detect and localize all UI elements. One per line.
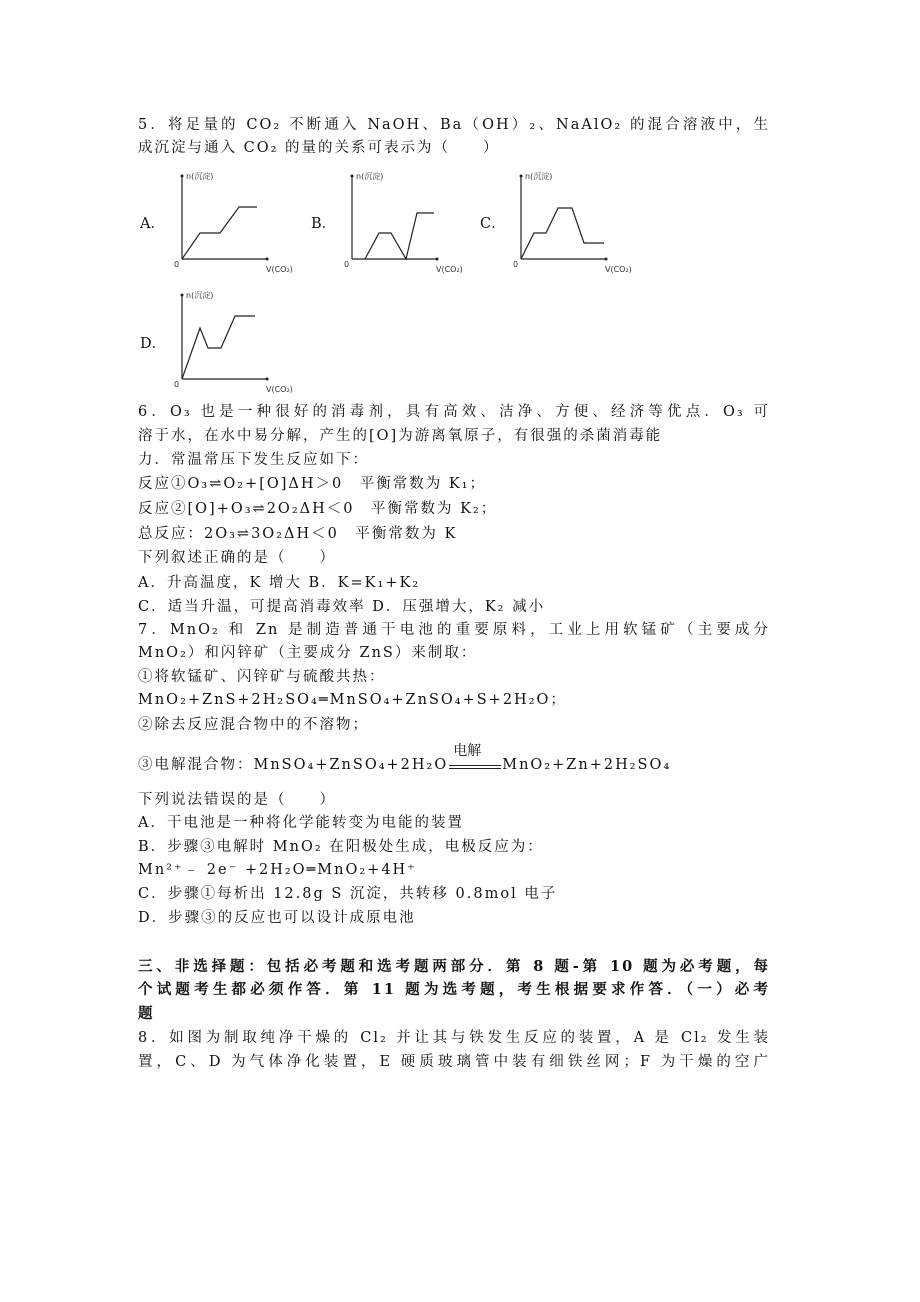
- q8-line-1: 8．如图为制取纯净干燥的 Cl₂ 并让其与铁发生反应的装置，A 是 Cl₂ 发生装: [138, 1030, 770, 1046]
- electrolysis-arrow: [449, 743, 501, 776]
- q6-line-1: 6．O₃ 也是一种很好的消毒剂，具有高效、洁净、方便、经济等优点．O₃ 可: [138, 404, 770, 420]
- q7-option-c: C．步骤①每析出 12.8g S 沉淀，共转移 0.8mol 电子: [138, 886, 558, 902]
- q5-option-a-label: A．: [140, 216, 165, 232]
- q5-option-d-label: D．: [140, 336, 167, 352]
- q6-total-reaction: 总反应：2O₃⇌3O₂ΔH＜0 平衡常数为 K: [138, 526, 458, 542]
- q6-line-2: 溶于水，在水中易分解，产生的[O]为游离氧原子，有很强的杀菌消毒能: [138, 428, 663, 444]
- x-axis-label: V(CO₂): [266, 265, 293, 274]
- origin-label: 0: [344, 260, 350, 269]
- q6-options-ab: A．升高温度，K 增大 B．K=K₁+K₂: [138, 575, 421, 591]
- curve-d: [182, 316, 255, 379]
- q6-reaction-1: 反应①O₃⇌O₂+[O]ΔH＞0 平衡常数为 K₁；: [138, 476, 486, 492]
- q5-option-b-label: B．: [311, 216, 337, 232]
- q6-question: 下列叙述正确的是（ ）: [138, 550, 336, 566]
- step-3-reactants: ③电解混合物：MnSO₄+ZnSO₄+2H₂O: [138, 757, 449, 773]
- q6-reaction-2: 反应②[O]+O₃⇌2O₂ΔH＜0 平衡常数为 K₂；: [138, 501, 498, 517]
- q5-line-1: 5．将足量的 CO₂ 不断通入 NaOH、Ba（OH）₂、NaAlO₂ 的混合溶液中，生: [138, 117, 770, 133]
- q5-graph-c: [501, 159, 631, 279]
- curve-a: [182, 207, 257, 259]
- section-3-heading-2: 个试题考生都必须作答．第 11 题为选考题，考生根据要求作答．（一）必考: [138, 981, 770, 998]
- q6-options-cd: C．适当升温，可提高消毒效率 D．压强增大，K₂ 减小: [138, 599, 546, 615]
- curve-c: [521, 208, 604, 259]
- origin-label: 0: [513, 260, 519, 269]
- y-axis-label: n(沉淀): [186, 291, 214, 300]
- q5-graph-d: [162, 279, 292, 399]
- curve-b: [365, 213, 434, 259]
- x-axis-label: V(CO₂): [266, 385, 293, 394]
- q7-option-d: D．步骤③的反应也可以设计成原电池: [138, 910, 416, 926]
- q7-step-2: ②除去反应混合物中的不溶物；: [138, 717, 369, 733]
- section-3-heading-1: 三、非选择题：包括必考题和选考题两部分．第 8 题-第 10 题为必考题，每: [138, 958, 770, 975]
- origin-label: 0: [174, 260, 180, 269]
- q7-question: 下列说法错误的是（ ）: [138, 792, 336, 808]
- q7-step-3: [138, 743, 672, 776]
- step-3-products: MnO₂+Zn+2H₂SO₄: [502, 757, 672, 773]
- y-axis-label: n(沉淀): [356, 172, 384, 181]
- q7-line-2: MnO₂）和闪锌矿（主要成分 ZnS）来制取：: [138, 645, 478, 661]
- q7-option-b-equation: Mn²⁺﹣ 2e⁻ +2H₂O═MnO₂+4H⁺: [138, 862, 417, 878]
- q7-step-1-equation: MnO₂+ZnS+2H₂SO₄═MnSO₄+ZnSO₄+S+2H₂O；: [138, 692, 567, 708]
- q5-graph-a: [162, 159, 292, 279]
- y-axis-label: n(沉淀): [525, 172, 553, 181]
- origin-label: 0: [174, 380, 180, 389]
- q7-line-1: 7．MnO₂ 和 Zn 是制造普通干电池的重要原料，工业上用软锰矿（主要成分: [138, 622, 770, 638]
- q5-graph-b: [332, 159, 462, 279]
- q5-option-c-label: C．: [480, 216, 506, 232]
- q8-line-2: 置，C、D 为气体净化装置，E 硬质玻璃管中装有细铁丝网；F 为干燥的空广: [138, 1054, 770, 1070]
- q5-line-2: 成沉淀与通入 CO₂ 的量的关系可表示为（ ）: [138, 140, 500, 156]
- electrolysis-condition: 电解: [453, 743, 482, 759]
- q6-line-3: 力．常温常压下发生反应如下：: [138, 452, 369, 468]
- section-3-heading-3: 题: [138, 1005, 155, 1022]
- q7-option-a: A．干电池是一种将化学能转变为电能的装置: [138, 815, 464, 831]
- y-axis-label: n(沉淀): [186, 172, 214, 181]
- q7-option-b: B．步骤③电解时 MnO₂ 在阳极处生成，电极反应为：: [138, 839, 544, 855]
- x-axis-label: V(CO₂): [605, 265, 632, 274]
- x-axis-label: V(CO₂): [436, 265, 463, 274]
- q7-step-1: ①将软锰矿、闪锌矿与硫酸共热：: [138, 669, 386, 685]
